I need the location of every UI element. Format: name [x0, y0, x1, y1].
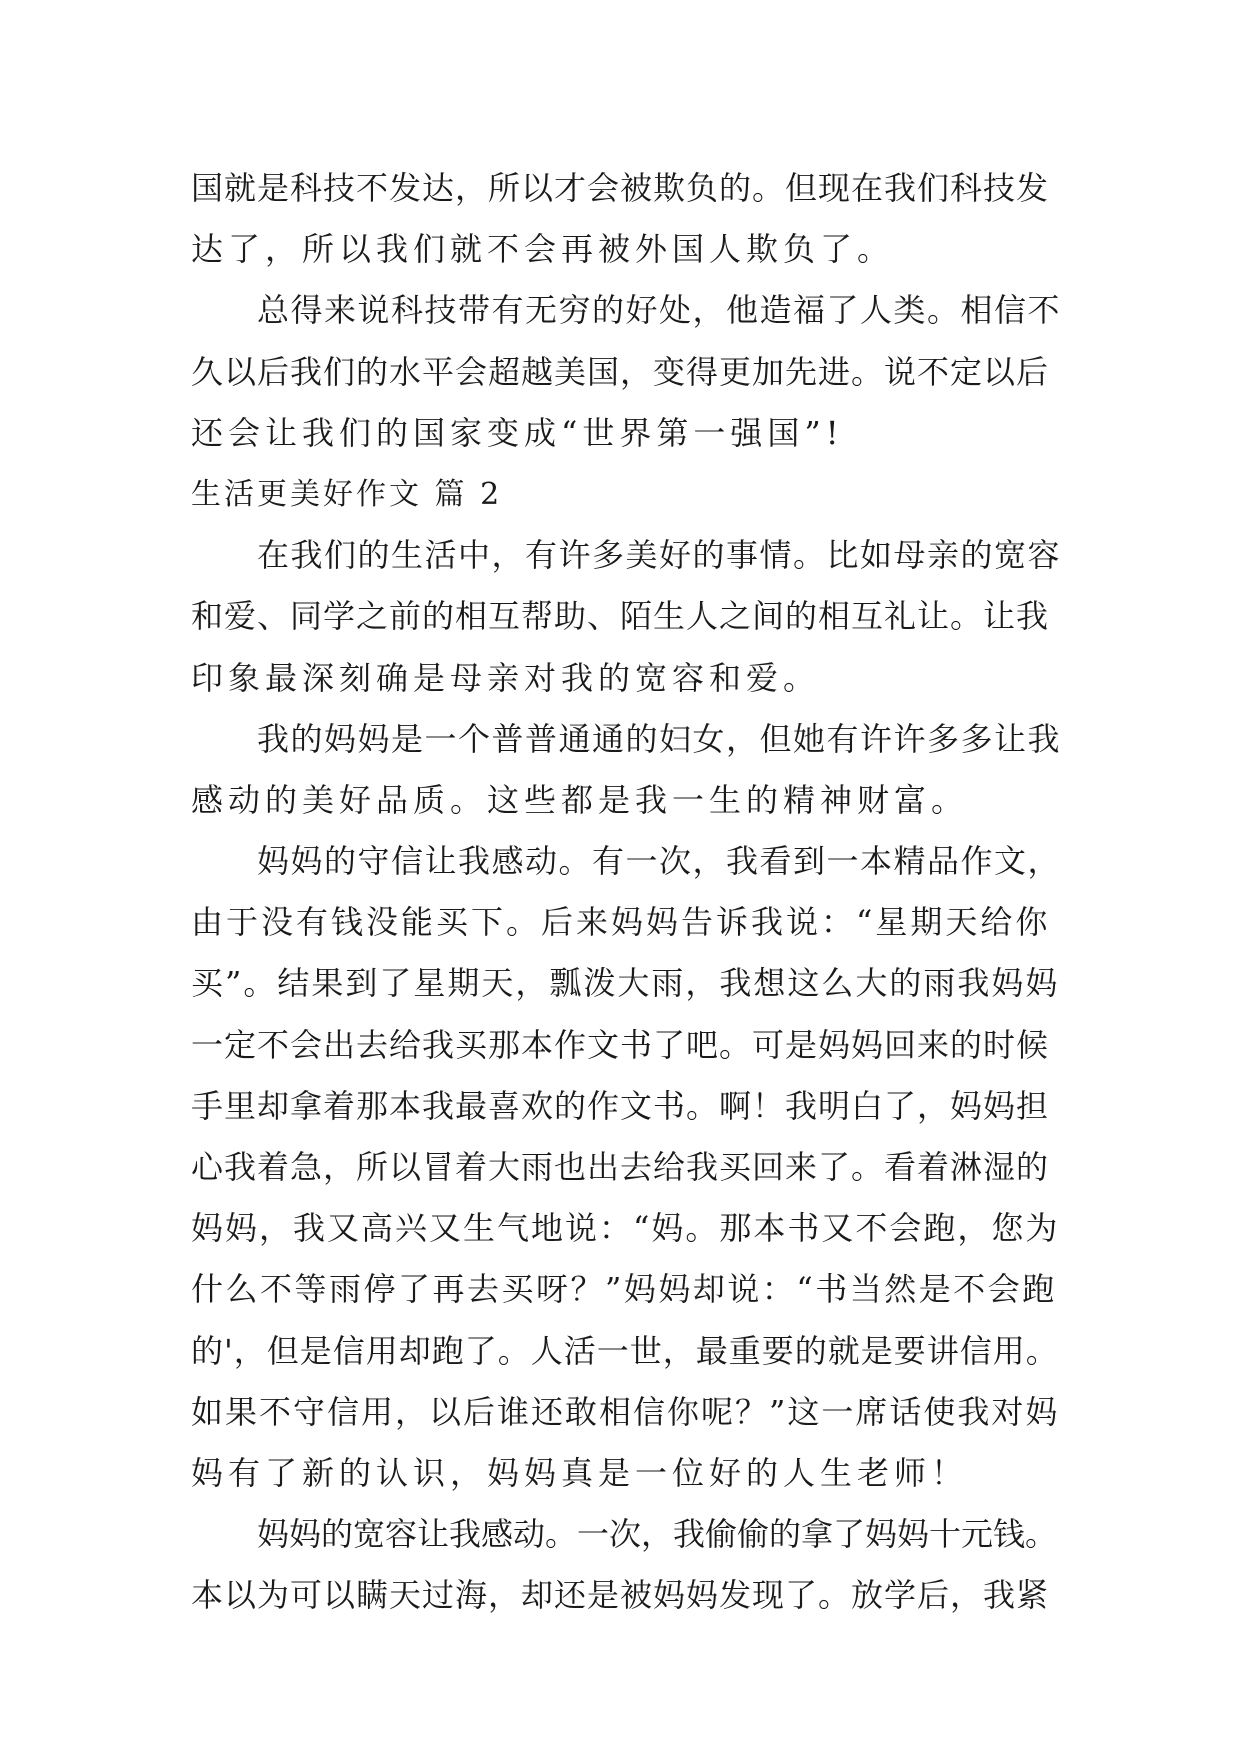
- text-line-8: 和爱、同学之前的相互帮助、陌生人之间的相互礼让。让我: [191, 597, 1050, 636]
- text-line-23: 妈妈的宽容让我感动。一次，我偷偷的拿了妈妈十元钱。: [257, 1515, 1058, 1554]
- document-body: [191, 158, 1061, 1627]
- text-line-9: 印象最深刻确是母亲对我的宽容和爱。: [191, 658, 821, 697]
- text-line-19: 什么不等雨停了再去买呀？”妈妈却说：“书当然是不会跑: [191, 1270, 1057, 1309]
- text-line-12: 妈妈的守信让我感动。有一次，我看到一本精品作文，: [257, 842, 1062, 881]
- text-line-10: 我的妈妈是一个普普通通的妇女，但她有许许多多让我: [257, 719, 1062, 758]
- text-line-22: 妈有了新的认识，妈妈真是一位好的人生老师！: [191, 1453, 969, 1492]
- section-heading: 生活更美好作文 篇 2: [191, 476, 503, 512]
- text-line-3: 总得来说科技带有无穷的好处，他造福了人类。相信不: [257, 291, 1062, 330]
- text-line-15: 一定不会出去给我买那本作文书了吧。可是妈妈回来的时候: [191, 1025, 1050, 1064]
- text-line-7: 在我们的生活中，有许多美好的事情。比如母亲的宽容: [257, 536, 1062, 575]
- text-line-21: 如果不守信用，以后谁还敢相信你呢？”这一席话使我对妈: [191, 1392, 1060, 1431]
- text-line-24: 本以为可以瞒天过海，却还是被妈妈发现了。放学后，我紧: [191, 1576, 1050, 1615]
- text-line-1: 国就是科技不发达，所以才会被欺负的。但现在我们科技发: [191, 169, 1050, 207]
- text-line-11: 感动的美好品质。这些都是我一生的精神财富。: [191, 780, 969, 819]
- text-line-4: 久以后我们的水平会超越美国，变得更加先进。说不定以后: [191, 352, 1050, 391]
- text-line-2: 达了，所以我们就不会再被外国人欺负了。: [191, 230, 895, 269]
- text-line-5: 还会让我们的国家变成“世界第一强国”!: [191, 413, 844, 452]
- text-line-16: 手里却拿着那本我最喜欢的作文书。啊！我明白了，妈妈担: [191, 1086, 1050, 1125]
- text-line-18: 妈妈，我又高兴又生气地说：“妈。那本书又不会跑，您为: [191, 1209, 1060, 1248]
- text-line-20: 的'，但是信用却跑了。人活一世，最重要的就是要讲信用。: [191, 1331, 1059, 1370]
- text-line-17: 心我着急，所以冒着大雨也出去给我买回来了。看着淋湿的: [191, 1148, 1050, 1186]
- text-line-14: 买”。结果到了星期天，瓢泼大雨，我想这么大的雨我妈妈: [191, 964, 1060, 1003]
- text-line-13: 由于没有钱没能买下。后来妈妈告诉我说：“星期天给你: [191, 903, 1051, 942]
